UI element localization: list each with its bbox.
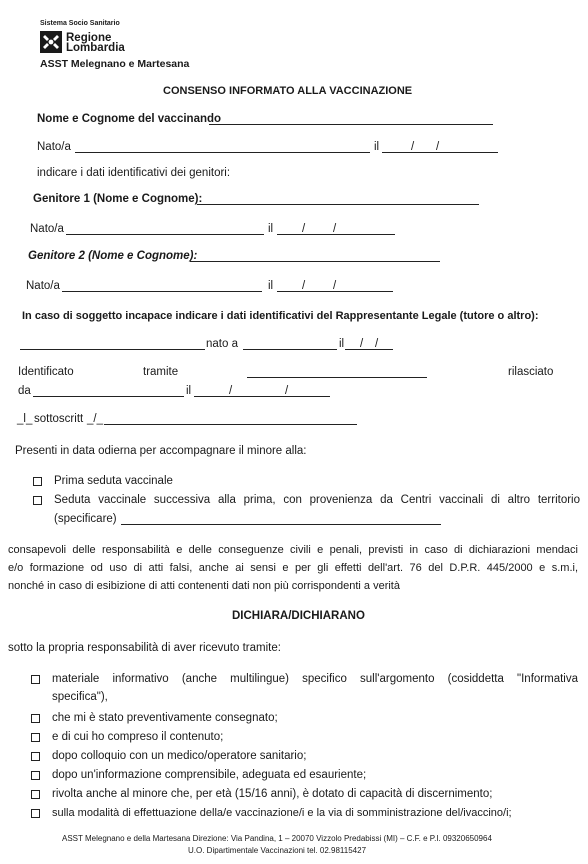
rilasciato-label: rilasciato <box>508 366 554 378</box>
minore-label: rivolta anche al minore che, per età (15/16 anni), è dotato di capacità di discernimento; <box>52 788 493 800</box>
tramite-label: tramite <box>143 366 179 378</box>
presenti-text: Presenti in data odierna per accompagnare il minore alla: <box>15 445 307 457</box>
genitore1-label: Genitore 1 (Nome e Cognome): <box>33 193 203 205</box>
prima-seduta-label: Prima seduta vaccinale <box>54 475 173 487</box>
vaccinando-nato-label: Nato/a <box>37 141 71 153</box>
sottoscritt-suffix: _/_ <box>87 413 103 425</box>
informazione-label: dopo un'informazione comprensibile, adeguata ed esauriente; <box>52 769 367 781</box>
sottoscritt-field[interactable] <box>104 424 357 425</box>
da-label: da <box>18 385 31 397</box>
consegnato-checkbox[interactable] <box>31 714 40 723</box>
documento-field[interactable] <box>247 377 427 378</box>
date-slash: / <box>360 338 364 350</box>
specificare-label: (specificare) <box>54 513 117 525</box>
regione-lombardia-logo-icon <box>40 31 62 53</box>
modalita-checkbox[interactable] <box>31 809 40 818</box>
sottoscritt-label: sottoscritt <box>34 413 84 425</box>
date-slash: / <box>333 280 337 292</box>
genitori-intro: indicare i dati identificativi dei genitori: <box>37 167 231 179</box>
materiale-label: materiale informativo (anche multilingue) specifico sull'argomento (cosiddetta "Informativa <box>52 673 578 685</box>
minore-checkbox[interactable] <box>31 790 40 799</box>
seduta-successiva-checkbox[interactable] <box>33 496 42 505</box>
date-slash: / <box>285 385 289 397</box>
materiale-checkbox[interactable] <box>31 675 40 684</box>
vaccinando-field[interactable] <box>209 124 493 125</box>
rappresentante-birthplace-field[interactable] <box>243 349 337 350</box>
consegnato-label: che mi è stato preventivamente consegnato; <box>52 712 278 724</box>
rappresentante-birthdate-field[interactable] <box>345 349 393 350</box>
vaccinando-birthdate-field[interactable] <box>382 152 498 153</box>
consapevoli-line2: e/o formazione od uso di atti falsi, anche ai sensi e per gli effetti dell'art. 76 del D.P.R. 445/2000 e s.m.i, <box>8 562 578 574</box>
genitore2-label: Genitore 2 (Nome e Cognome): <box>28 250 198 262</box>
dichiara-heading: DICHIARA/DICHIARANO <box>232 610 365 622</box>
genitore2-il-label: il <box>268 280 274 292</box>
vaccinando-label: Nome e Cognome del vaccinando <box>37 113 222 125</box>
colloquio-checkbox[interactable] <box>31 752 40 761</box>
logo-line1: Regione <box>66 32 112 44</box>
vaccinando-birthplace-field[interactable] <box>75 152 370 153</box>
date-slash: / <box>229 385 233 397</box>
vaccinando-il-label: il <box>374 141 380 153</box>
date-slash: / <box>375 338 379 350</box>
genitore2-field[interactable] <box>190 261 440 262</box>
document-title: CONSENSO INFORMATO ALLA VACCINAZIONE <box>163 85 413 97</box>
system-label: Sistema Socio Sanitario <box>40 20 120 27</box>
modalita-label: sulla modalità di effettuazione della/e vaccinazione/i e la via di somministrazione del/ivaccino/i; <box>52 807 512 819</box>
genitore2-nato-label: Nato/a <box>26 280 60 292</box>
genitore1-il-label: il <box>268 223 274 235</box>
genitore1-nato-label: Nato/a <box>30 223 64 235</box>
prima-seduta-checkbox[interactable] <box>33 477 42 486</box>
consapevoli-line1: consapevoli delle responsabilità e delle conseguenze civili e penali, previsti in caso di dichiarazioni mendaci <box>8 544 578 556</box>
rilascio-il-label: il <box>186 385 192 397</box>
compreso-checkbox[interactable] <box>31 733 40 742</box>
genitore1-birthplace-field[interactable] <box>66 234 264 235</box>
logo-line2: Lombardia <box>66 42 125 54</box>
specificare-field[interactable] <box>121 524 441 525</box>
sottoscritt-prefix: _l_ <box>17 413 33 425</box>
footer-address: ASST Melegnano e della Martesana Direzione: Via Pandina, 1 – 20070 Vizzolo Predabissi (MI) – C.F. e P.I. 09320650964 <box>62 834 492 843</box>
date-slash: / <box>302 280 306 292</box>
asst-name: ASST Melegnano e Martesana <box>40 58 190 70</box>
materiale-label-cont: specifica"), <box>52 691 108 703</box>
rilascio-date-field[interactable] <box>194 396 330 397</box>
genitore1-field[interactable] <box>197 204 479 205</box>
consapevoli-line3: nonché in caso di esibizione di atti contenenti dati non più corrispondenti a verità <box>8 580 400 592</box>
date-slash: / <box>411 141 415 153</box>
identificato-label: Identificato <box>18 366 74 378</box>
colloquio-label: dopo colloquio con un medico/operatore sanitario; <box>52 750 307 762</box>
date-slash: / <box>333 223 337 235</box>
rappresentante-nato-label: nato a <box>206 338 238 350</box>
rappresentante-label: In caso di soggetto incapace indicare i dati identificativi del Rappresentante Legale (tutore o altro): <box>22 310 539 322</box>
rappresentante-il-label: il <box>339 338 345 350</box>
genitore2-birthplace-field[interactable] <box>62 291 262 292</box>
date-slash: / <box>302 223 306 235</box>
sotto-text: sotto la propria responsabilità di aver ricevuto tramite: <box>8 642 281 654</box>
compreso-label: e di cui ho compreso il contenuto; <box>52 731 224 743</box>
rilasciato-da-field[interactable] <box>33 396 184 397</box>
rappresentante-name-field[interactable] <box>20 349 205 350</box>
informazione-checkbox[interactable] <box>31 771 40 780</box>
footer-contact: U.O. Dipartimentale Vaccinazioni tel. 02.98115427 <box>188 846 367 855</box>
date-slash: / <box>436 141 440 153</box>
seduta-successiva-label: Seduta vaccinale successiva alla prima, con provenienza da Centri vaccinali di altro territorio <box>54 494 580 506</box>
